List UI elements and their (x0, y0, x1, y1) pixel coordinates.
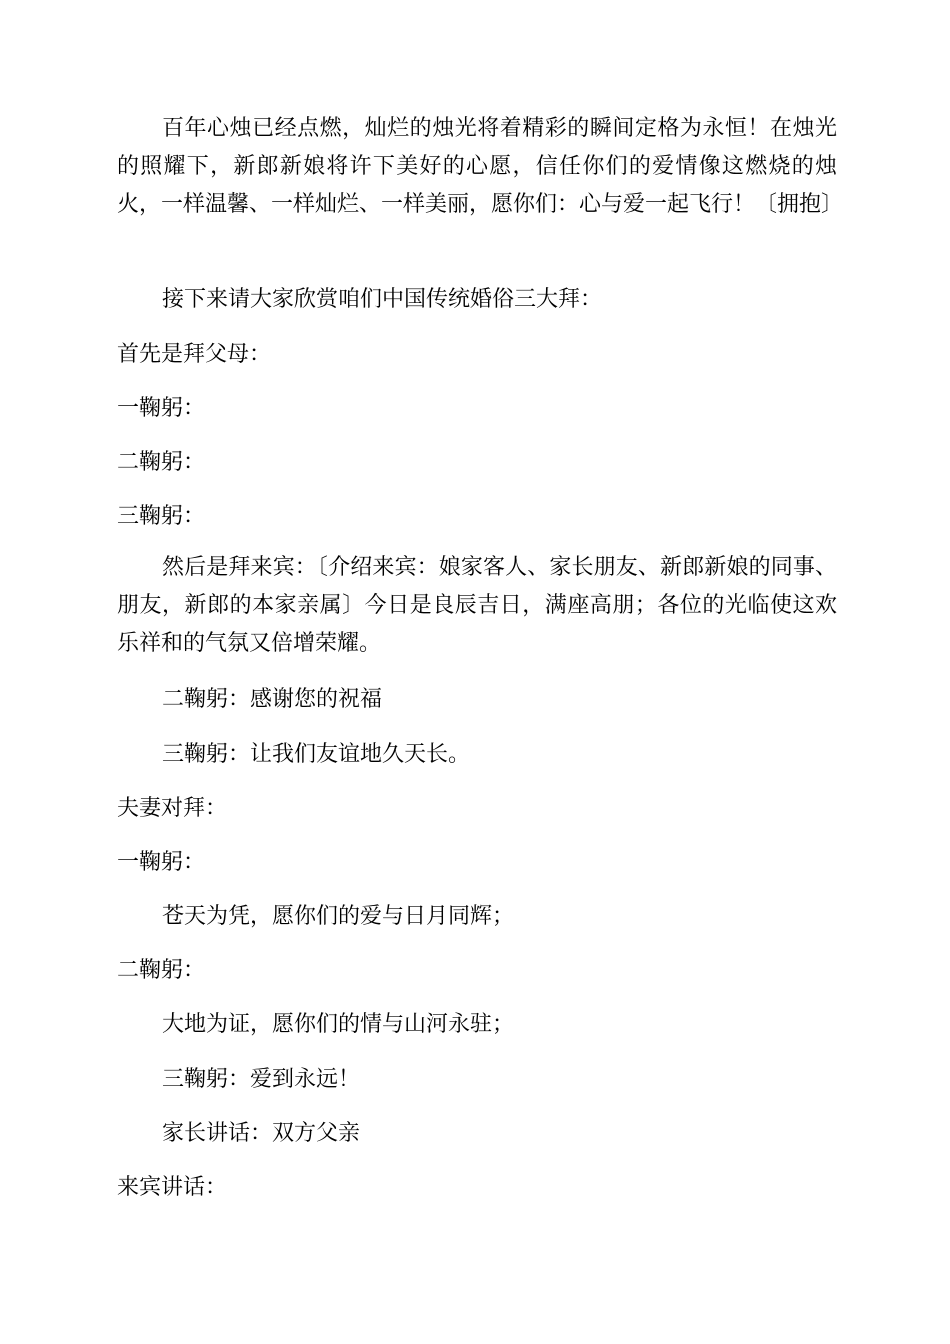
paragraph-couple-second-bow: 二鞠躬： (117, 958, 206, 983)
paragraph-heaven-witness: 苍天为凭，愿你们的爱与日月同辉； (162, 904, 515, 929)
paragraph-bow-to-parents: 首先是拜父母： (117, 342, 272, 367)
paragraph-second-bow: 二鞠躬： (117, 450, 206, 475)
paragraph-guests-second-bow: 二鞠躬：感谢您的祝福 (162, 687, 383, 712)
paragraph-first-bow: 一鞠躬： (117, 396, 206, 421)
paragraph-third-bow: 三鞠躬： (117, 504, 206, 529)
paragraph-earth-witness: 大地为证，愿你们的情与山河永驻； (162, 1012, 515, 1037)
paragraph-three-bows-intro: 接下来请大家欣赏咱们中国传统婚俗三大拜： (162, 287, 603, 312)
paragraph-bow-to-guests: 然后是拜来宾：〔介绍来宾：娘家客人、家长朋友、新郎新娘的同事、朋友，新郎的本家亲属〕今日是良辰吉日，满座高朋；各位的光临使这欢乐祥和的气氛又倍增荣耀。 (117, 555, 837, 656)
paragraph-parents-speech: 家长讲话：双方父亲 (162, 1121, 361, 1146)
paragraph-couple-first-bow: 一鞠躬： (117, 850, 206, 875)
paragraph-couple-third-bow: 三鞠躬：爱到永远！ (162, 1067, 361, 1092)
paragraph-guests-third-bow: 三鞠躬：让我们友谊地久天长。 (162, 742, 471, 767)
paragraph-candle-lighting: 百年心烛已经点燃，灿烂的烛光将着精彩的瞬间定格为永恒！在烛光的照耀下，新郎新娘将许下美好的心愿，信任你们的爱情像这燃烧的烛火，一样温馨、一样灿烂、一样美丽，愿你们：心与爱一起飞行！〔拥抱〕 (117, 116, 844, 217)
paragraph-couple-bow: 夫妻对拜： (117, 796, 228, 821)
paragraph-guest-speech: 来宾讲话： (117, 1175, 228, 1200)
